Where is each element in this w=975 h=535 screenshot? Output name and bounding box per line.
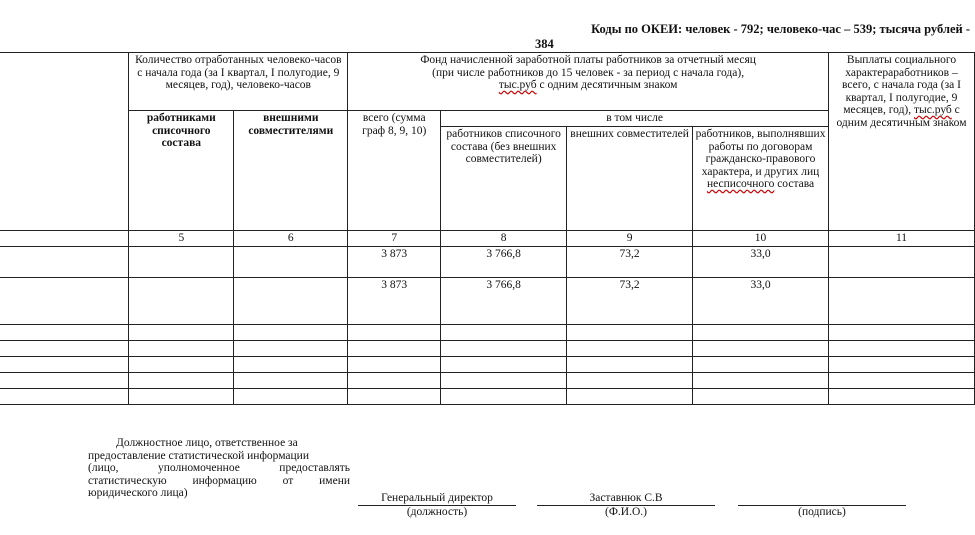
row-label: [0, 247, 129, 278]
cell-c5: [129, 247, 234, 278]
header-civil-contract-word: несписочного: [706, 178, 775, 190]
colnum-8: 8: [441, 231, 567, 247]
colnum-row-label: [0, 231, 129, 247]
name-value: Заставнюк С.В: [589, 492, 663, 504]
cell-c8: 3 766,8: [441, 247, 567, 278]
header-civil-contract-rest: состава: [774, 178, 815, 190]
report-table: [0, 52, 975, 405]
colnum-7: 7: [348, 231, 441, 247]
table-row: [0, 278, 975, 325]
header-staff-workers: работниками списочного состава: [129, 111, 234, 231]
colnum-10: 10: [693, 231, 829, 247]
header-social: [828, 53, 974, 231]
cell-c7: 3 873: [348, 247, 441, 278]
cell-c9: 73,2: [567, 247, 693, 278]
header-civil-contract-text: работников, выполнявших работы по договорам гражданско-правового характера, и других лиц: [695, 128, 826, 178]
table-row: [0, 247, 975, 278]
signature-caption: (подпись): [798, 506, 846, 518]
header-fund-line3: [350, 79, 826, 92]
header-total: всего (сумма граф 8, 9, 10): [348, 111, 441, 231]
colnum-11: 11: [828, 231, 974, 247]
header-social-unit: тыс.руб: [914, 104, 952, 116]
name-caption: (Ф.И.О.): [605, 506, 647, 518]
cell-c7: 3 873: [348, 278, 441, 325]
header-fund: [348, 53, 829, 111]
header-fund-line1: Фонд начисленной заработной платы работников за отчетный месяц: [420, 54, 756, 66]
cell-c6: [234, 278, 348, 325]
cell-c6: [234, 247, 348, 278]
responsible-person-text: [88, 437, 350, 500]
empty-row: [0, 341, 975, 357]
responsible-line-1: Должностное лицо, ответственное за предоставление статистической информации: [88, 437, 309, 462]
okei-codes-cont: 384: [535, 37, 554, 51]
header-fund-unit: тыс.руб: [498, 79, 537, 91]
empty-row: [0, 357, 975, 373]
position-value: Генеральный директор: [381, 492, 493, 504]
empty-row: [0, 373, 975, 389]
colnum-5: 5: [129, 231, 234, 247]
header-fund-line2: (при числе работников до 15 человек - за период с начала года),: [432, 66, 745, 79]
header-social-unit-rest: с одним десятичным знаком: [836, 104, 967, 129]
header-civil-contract: [693, 127, 829, 231]
cell-c10: 33,0: [693, 278, 829, 325]
colnum-6: 6: [234, 231, 348, 247]
cell-c9: 73,2: [567, 278, 693, 325]
okei-codes: Коды по ОКЕИ: человек - 792; человеко-час – 539; тысяча рублей -: [591, 22, 970, 36]
cell-c8: 3 766,8: [441, 278, 567, 325]
header-fund-unit-rest: с одним десятичным знаком: [536, 79, 678, 91]
colnum-9: 9: [567, 231, 693, 247]
row-label: [0, 278, 129, 325]
empty-row: [0, 325, 975, 341]
header-external-ext: внешних совместителей: [567, 127, 693, 231]
cell-c11: [828, 278, 974, 325]
header-social-text: Выплаты социального характераработников – всего, с начала года (за I квартал, I полугодие, 9 месяцев, год),: [841, 54, 961, 116]
cell-c10: 33,0: [693, 247, 829, 278]
responsible-line-3: юридического лица): [88, 487, 188, 499]
header-staff-no-ext: работников списочного состава (без внешних совместителей): [441, 127, 567, 231]
cell-c5: [129, 278, 234, 325]
responsible-line-2: (лицо, уполномоченное предоставлять статистическую информацию от имени: [88, 462, 350, 487]
cell-c11: [828, 247, 974, 278]
header-including: в том числе: [441, 111, 829, 127]
header-external: внешними совместителями: [234, 111, 348, 231]
position-caption: (должность): [406, 506, 468, 518]
row-label-col: [0, 53, 129, 231]
empty-row: [0, 389, 975, 405]
header-hours: Количество отработанных человеко-часов с начала года (за I квартал, I полугодие, 9 месяцев, год), человеко-часов: [129, 53, 348, 111]
